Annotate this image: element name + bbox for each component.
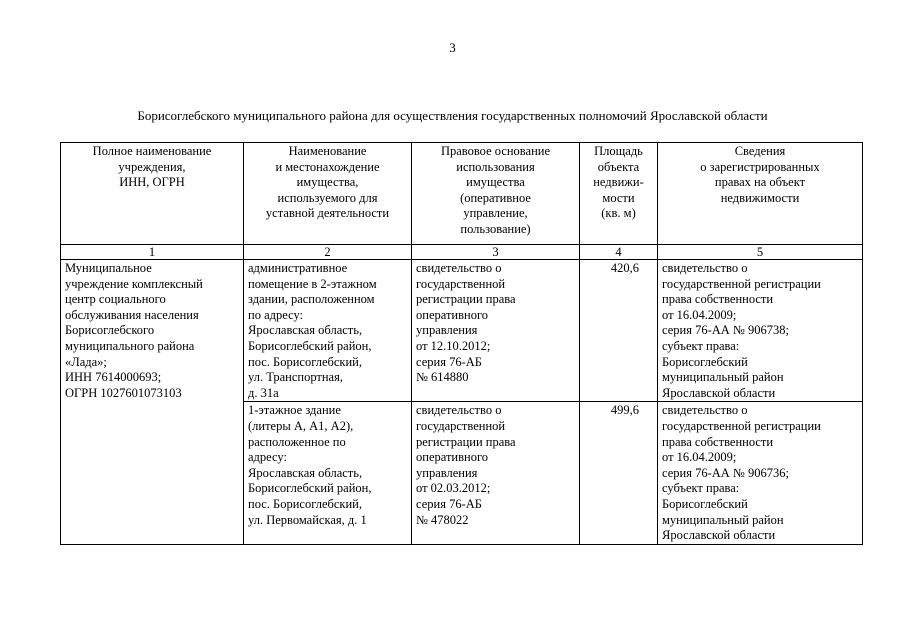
column-number: 2 [244, 245, 412, 260]
property-registry-table [60, 142, 863, 545]
header-institution: Полное наименование учреждения, ИНН, ОГРН [61, 143, 244, 245]
header-rights: Сведения о зарегистрированных правах на объект недвижимости [658, 143, 863, 245]
column-number: 3 [412, 245, 580, 260]
column-number: 1 [61, 245, 244, 260]
table-row [61, 260, 863, 402]
header-row [61, 143, 863, 245]
institution-cell: Муниципальное учреждение комплексный центр социального обслуживания населения Борисоглебского муниципального района «Лада»; ИНН 7614000693; ОГРН 1027601073103 [61, 260, 244, 545]
property-cell: административное помещение в 2-этажном здании, расположенном по адресу: Ярославская область, Борисоглебский район, пос. Борисоглебский, ул. Транспортная, д. 31а [244, 260, 412, 402]
column-number: 4 [580, 245, 658, 260]
header-area: Площадь объекта недвижи- мости (кв. м) [580, 143, 658, 245]
rights-cell: свидетельство о государственной регистрации права собственности от 16.04.2009; серия 76-АА № 906738; субъект права: Борисоглебский муниципальный район Ярославской области [658, 260, 863, 402]
area-cell: 499,6 [580, 402, 658, 544]
column-number: 5 [658, 245, 863, 260]
legal-basis-cell: свидетельство о государственной регистрации права оперативного управления от 02.03.2012; серия 76-АБ № 478022 [412, 402, 580, 544]
column-number-row [61, 245, 863, 260]
property-cell: 1-этажное здание (литеры А, А1, А2), расположенное по адресу: Ярославская область, Борисоглебский район, пос. Борисоглебский, ул. Первомайская, д. 1 [244, 402, 412, 544]
rights-cell: свидетельство о государственной регистрации права собственности от 16.04.2009; серия 76-АА № 906736; субъект права: Борисоглебский муниципальный район Ярославской области [658, 402, 863, 544]
area-cell: 420,6 [580, 260, 658, 402]
header-property: Наименование и местонахождение имущества, используемого для уставной деятельности [244, 143, 412, 245]
header-legal-basis: Правовое основание использования имущества (оперативное управление, пользование) [412, 143, 580, 245]
legal-basis-cell: свидетельство о государственной регистрации права оперативного управления от 12.10.2012; серия 76-АБ № 614880 [412, 260, 580, 402]
document-title: Борисоглебского муниципального района для осуществления государственных полномочий Ярославской области [137, 108, 768, 123]
page-number: 3 [449, 40, 456, 55]
